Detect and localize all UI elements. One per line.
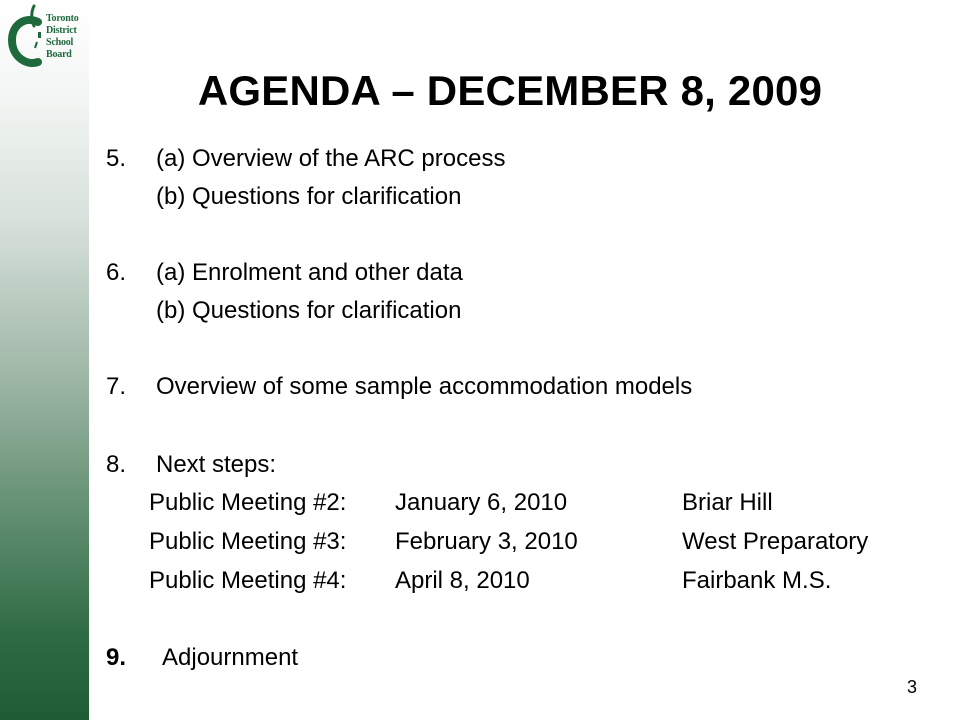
item-number: 7. — [106, 373, 127, 400]
side-gradient-strip — [0, 0, 89, 720]
school-board-logo — [4, 4, 90, 78]
item-number: 9. — [106, 644, 127, 671]
meeting-location: West Preparatory — [682, 528, 869, 555]
item-number: 5. — [106, 145, 127, 172]
meeting-date: April 8, 2010 — [395, 567, 530, 594]
logo-wordmark — [46, 13, 79, 61]
meeting-location: Briar Hill — [682, 489, 773, 516]
page-number: 3 — [906, 677, 917, 697]
meeting-label: Public Meeting #2: — [149, 489, 347, 516]
logo-line: Board — [46, 49, 72, 60]
logo-line: Toronto — [46, 13, 79, 24]
meeting-location: Fairbank M.S. — [682, 567, 832, 594]
meeting-label: Public Meeting #3: — [149, 528, 347, 555]
meeting-date: February 3, 2010 — [395, 528, 578, 555]
item-text: Adjournment — [162, 644, 299, 671]
logo-line: School — [46, 37, 74, 48]
item-text: Overview of some sample accommodation models — [156, 373, 693, 400]
meeting-label: Public Meeting #4: — [149, 567, 347, 594]
slide-title: AGENDA – DECEMBER 8, 2009 — [197, 67, 823, 114]
meeting-date: January 6, 2010 — [395, 489, 568, 516]
logo-line: District — [46, 25, 77, 36]
item-text: (b) Questions for clarification — [156, 297, 462, 324]
item-text: (b) Questions for clarification — [156, 183, 462, 210]
item-number: 6. — [106, 259, 127, 286]
item-number: 8. — [106, 451, 127, 478]
item-text: (a) Overview of the ARC process — [156, 145, 506, 172]
item-text: (a) Enrolment and other data — [156, 259, 463, 286]
item-text: Next steps: — [156, 451, 277, 478]
